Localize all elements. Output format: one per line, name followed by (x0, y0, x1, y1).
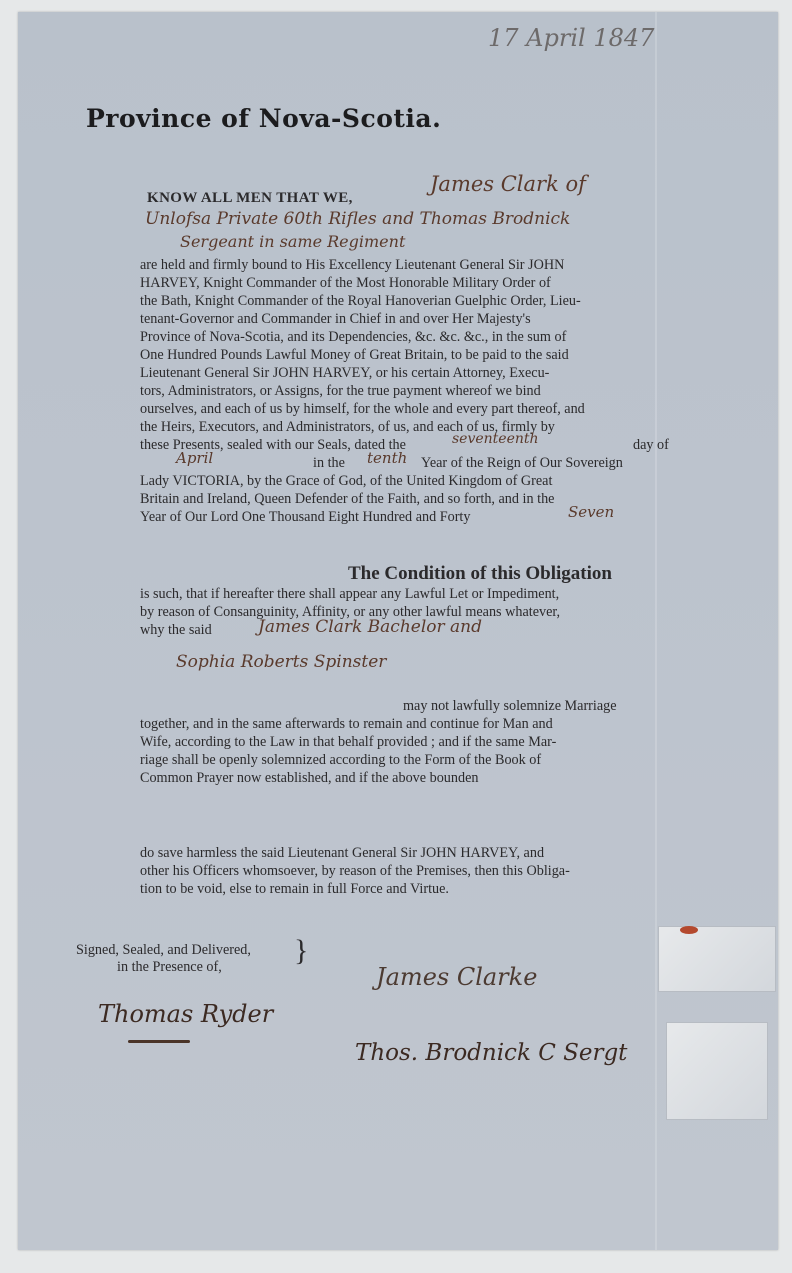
signer-1-signature: James Clarke (376, 963, 538, 991)
wax-seal-1 (680, 926, 698, 934)
hand-line-2: Unlofsa Private 60th Rifles and Thomas Brodnick (145, 209, 571, 229)
condition-line: do save harmless the said Lieutenant General Sir JOHN HARVEY, and (140, 845, 545, 861)
condition-line: by reason of Consanguinity, Affinity, or any other lawful means whatever, (140, 604, 561, 620)
reign-b: Year of the Reign of Our Sovereign (421, 455, 623, 471)
condition-line: Common Prayer now established, and if the above bounden (140, 770, 479, 786)
hand-party-1: James Clark Bachelor and (258, 617, 482, 637)
condition-line: together, and in the same afterwards to remain and continue for Man and (140, 716, 553, 732)
hand-day: seventeenth (452, 431, 539, 447)
seal-wafer-2 (666, 1022, 768, 1120)
signed-label-1: Signed, Sealed, and Delivered, (76, 942, 251, 958)
may-not-line: may not lawfully solemnize Marriage (403, 698, 617, 714)
condition-line: Wife, according to the Law in that behalf provided ; and if the same Mar- (140, 734, 557, 750)
bond-line: the Bath, Knight Commander of the Royal Hanoverian Guelphic Order, Lieu- (140, 293, 581, 309)
condition-line: is such, that if hereafter there shall appear any Lawful Let or Impediment, (140, 586, 560, 602)
hand-party-2: Sophia Roberts Spinster (176, 652, 387, 672)
bond-line: Britain and Ireland, Queen Defender of the Faith, and so forth, and in the (140, 491, 555, 507)
hand-name-1: James Clark of (430, 172, 586, 196)
condition-line: tion to be void, else to remain in full Force and Virtue. (140, 881, 449, 897)
condition-line: other his Officers whomsoever, by reason of the Premises, then this Obliga- (140, 863, 570, 879)
bond-line: the Heirs, Executors, and Administrators, of us, and each of us, firmly by (140, 419, 555, 435)
signed-label-2: in the Presence of, (117, 959, 222, 975)
bond-line: ourselves, and each of us by himself, for the whole and every part thereof, and (140, 401, 585, 417)
bond-opening: KNOW ALL MEN THAT WE, (147, 190, 353, 206)
bond-line: are held and firmly bound to His Excellency Lieutenant General Sir JOHN (140, 257, 565, 273)
date-annotation: 17 April 1847 (488, 24, 655, 52)
document-title: Province of Nova-Scotia. (86, 104, 442, 133)
hand-line-3: Sergeant in same Regiment (180, 232, 406, 251)
seal-line-a: these Presents, sealed with our Seals, dated the (140, 437, 406, 453)
hand-forty: Seven (568, 503, 615, 521)
condition-heading: The Condition of this Obligation (348, 563, 612, 584)
hand-year: tenth (367, 449, 408, 467)
bond-line: tenant-Governor and Commander in Chief in and over Her Majesty's (140, 311, 531, 327)
witness-underline (128, 1040, 190, 1043)
bond-line: One Hundred Pounds Lawful Money of Great Britain, to be paid to the said (140, 347, 569, 363)
signer-2-signature: Thos. Brodnick C Sergt (355, 1040, 628, 1066)
witness-signature: Thomas Ryder (98, 1000, 274, 1028)
condition-line: riage shall be openly solemnized according to the Form of the Book of (140, 752, 542, 768)
paper-fold (655, 12, 657, 1250)
seal-line-b: day of (633, 437, 669, 453)
hand-month: April (176, 449, 214, 467)
brace-mark: } (294, 934, 309, 967)
bond-line: Lady VICTORIA, by the Grace of God, of the United Kingdom of Great (140, 473, 553, 489)
bond-line: Province of Nova-Scotia, and its Dependencies, &c. &c. &c., in the sum of (140, 329, 567, 345)
bond-line: tors, Administrators, or Assigns, for the true payment whereof we bind (140, 383, 541, 399)
bond-line: HARVEY, Knight Commander of the Most Honorable Military Order of (140, 275, 551, 291)
reign-a: in the (313, 455, 345, 471)
why-said: why the said (140, 622, 212, 638)
year-line: Year of Our Lord One Thousand Eight Hundred and Forty (140, 509, 471, 525)
seal-wafer-1 (658, 926, 776, 992)
bond-line: Lieutenant General Sir JOHN HARVEY, or his certain Attorney, Execu- (140, 365, 550, 381)
